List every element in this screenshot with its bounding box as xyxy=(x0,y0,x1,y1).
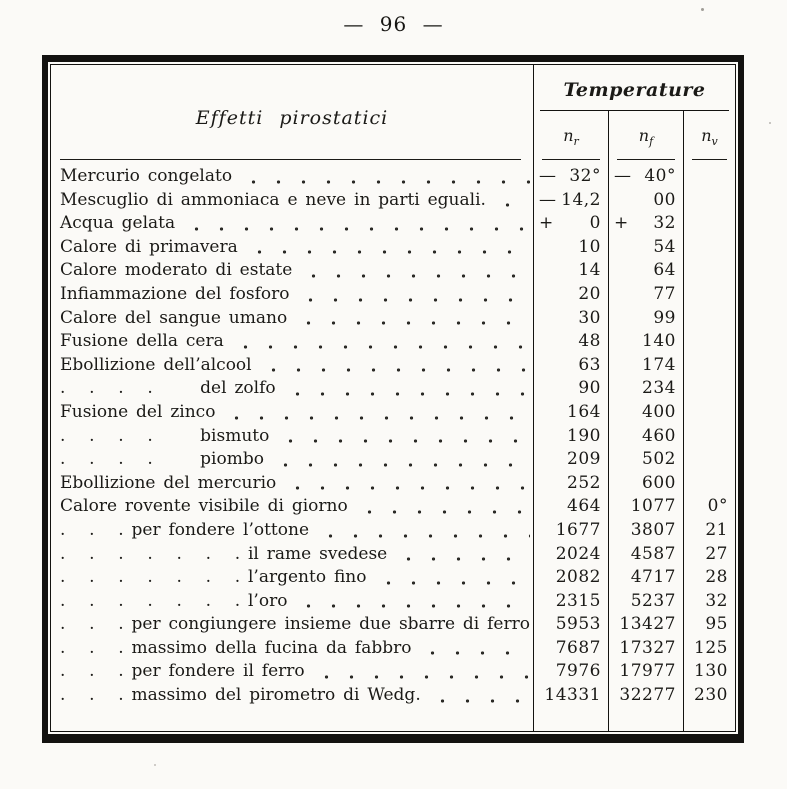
nv-value: 95 xyxy=(705,614,728,635)
leader-dots xyxy=(184,225,530,231)
nf-value: 40° xyxy=(644,166,676,186)
nr-value-cell xyxy=(533,283,608,307)
nr-sign: — xyxy=(539,166,556,186)
nf-value: 17977 xyxy=(619,661,676,682)
nv-value-cell xyxy=(683,519,735,543)
effects-header: Effetti pirostatici xyxy=(195,107,389,130)
leader-dots xyxy=(420,649,530,655)
nv-value: 32 xyxy=(705,590,728,611)
nr-value: 90 xyxy=(578,378,601,399)
effect-label: . . . . piombo xyxy=(60,449,264,470)
effect-label-cell xyxy=(51,401,533,425)
nv-value: 125 xyxy=(694,637,728,658)
nf-value: 32 xyxy=(653,213,676,234)
nr-value: 20 xyxy=(578,283,601,304)
subheader-nf xyxy=(608,111,683,165)
nv-symbol: $n_v$ xyxy=(701,126,718,149)
nv-value-cell xyxy=(683,543,735,567)
nv-value-cell xyxy=(683,684,735,708)
nf-value: 13427 xyxy=(619,614,676,635)
subheader-nv xyxy=(683,111,735,165)
pyrostatic-effects-table xyxy=(42,55,744,743)
nf-value-cell xyxy=(608,495,683,519)
leader-dots xyxy=(273,461,530,467)
effect-label-cell xyxy=(51,307,533,331)
nr-value-cell xyxy=(533,307,608,331)
nv-value-cell xyxy=(683,330,735,354)
effect-label: Mescuglio di ammoniaca e neve in parti eguali. xyxy=(60,189,486,210)
effect-label-cell xyxy=(51,566,533,590)
nr-value: 14331 xyxy=(544,685,601,706)
effect-label: Fusione della cera xyxy=(60,331,224,352)
nv-value-cell xyxy=(683,472,735,496)
nf-value: 174 xyxy=(642,354,676,375)
nv-value-cell xyxy=(683,401,735,425)
effect-label: . . . . . . . il rame svedese xyxy=(60,543,388,564)
nr-value: 464 xyxy=(567,496,601,517)
effect-label-cell xyxy=(51,495,533,519)
nf-value-cell xyxy=(608,637,683,661)
effect-label: Calore moderato di estate xyxy=(60,260,293,281)
effect-label: . . . . . . . l’argento fino xyxy=(60,567,367,588)
nr-value-cell xyxy=(533,259,608,283)
effect-label-cell xyxy=(51,330,533,354)
leader-dots xyxy=(318,532,530,538)
nr-value-cell xyxy=(533,330,608,354)
nv-value: 0° xyxy=(707,496,728,517)
leader-dots xyxy=(233,343,530,349)
nr-value: 5953 xyxy=(555,614,601,635)
nr-value: 48 xyxy=(578,331,601,352)
page-number: — 96 — xyxy=(343,12,444,36)
effect-label: Acqua gelata xyxy=(60,213,176,234)
effect-label-cell xyxy=(51,448,533,472)
effect-label: Mercurio congelato xyxy=(60,166,233,186)
nf-value: 17327 xyxy=(619,637,676,658)
nr-sign: — xyxy=(539,189,556,210)
nv-value-cell xyxy=(683,448,735,472)
nr-value: 0 xyxy=(589,213,601,234)
table-inner-frame xyxy=(50,64,736,732)
nf-value: 99 xyxy=(653,307,676,328)
nf-value-cell xyxy=(608,330,683,354)
effect-label-cell xyxy=(51,212,533,236)
nr-value: 7687 xyxy=(555,637,601,658)
scan-speck xyxy=(769,122,771,124)
nf-value: 140 xyxy=(642,331,676,352)
leader-dots xyxy=(430,697,530,703)
nf-value: 234 xyxy=(642,378,676,399)
nf-value-cell xyxy=(608,660,683,684)
leader-dots xyxy=(495,201,530,207)
leader-dots xyxy=(376,579,531,585)
effect-label: . . . massimo del pirometro di Wedg. xyxy=(60,685,421,706)
nf-value: 502 xyxy=(642,449,676,470)
nr-value-cell xyxy=(533,637,608,661)
nf-value-cell xyxy=(608,519,683,543)
nr-value: 190 xyxy=(567,425,601,446)
nr-value: 2024 xyxy=(555,543,601,564)
nv-value-cell xyxy=(683,307,735,331)
effect-label: Calore del sangue umano xyxy=(60,307,288,328)
nr-value: 63 xyxy=(578,354,601,375)
effect-label-cell xyxy=(51,354,533,378)
effect-label: . . . per fondere l’ottone xyxy=(60,519,310,540)
nv-value-cell xyxy=(683,236,735,260)
effect-label-cell xyxy=(51,660,533,684)
nv-column-spacer xyxy=(683,708,735,732)
nv-value-cell xyxy=(683,283,735,307)
nr-sign: + xyxy=(539,213,554,234)
effect-label-cell xyxy=(51,236,533,260)
nr-value: 7976 xyxy=(555,661,601,682)
scan-speck xyxy=(701,8,704,11)
leader-dots xyxy=(247,248,530,254)
nr-value: 164 xyxy=(567,401,601,422)
nr-value-cell xyxy=(533,425,608,449)
nr-value: 32° xyxy=(569,166,601,186)
nf-value-cell xyxy=(608,354,683,378)
nf-value-cell xyxy=(608,259,683,283)
temperature-header: Temperature xyxy=(563,79,706,102)
leader-dots xyxy=(285,484,530,490)
table-grid xyxy=(51,65,735,731)
nf-value: 5237 xyxy=(630,590,676,611)
nr-value-cell xyxy=(533,590,608,614)
effect-label-cell xyxy=(51,283,533,307)
nr-value: 1677 xyxy=(555,519,601,540)
nf-value-cell xyxy=(608,543,683,567)
nf-sign: + xyxy=(614,213,629,234)
effect-label-cell xyxy=(51,472,533,496)
nf-value: 00 xyxy=(653,189,676,210)
effect-label-cell xyxy=(51,425,533,449)
nf-value-cell xyxy=(608,307,683,331)
nr-value: 30 xyxy=(578,307,601,328)
nr-value-cell xyxy=(533,236,608,260)
nf-value: 77 xyxy=(653,283,676,304)
effect-label-cell xyxy=(51,165,533,189)
nr-value-cell xyxy=(533,566,608,590)
nf-sign: — xyxy=(614,166,631,186)
nr-value: 14 xyxy=(578,260,601,281)
effect-label-cell xyxy=(51,543,533,567)
nf-value-cell xyxy=(608,472,683,496)
leader-dots xyxy=(224,414,530,420)
nv-value: 27 xyxy=(705,543,728,564)
effect-label: Ebollizione del mercurio xyxy=(60,472,277,493)
nv-value-cell xyxy=(683,377,735,401)
nf-value: 4587 xyxy=(630,543,676,564)
effect-label-cell xyxy=(51,637,533,661)
nf-value-cell xyxy=(608,401,683,425)
nr-value: 209 xyxy=(567,449,601,470)
leader-dots xyxy=(357,508,530,514)
effect-label-cell xyxy=(51,613,533,637)
leader-dots xyxy=(301,272,530,278)
nv-value-cell xyxy=(683,165,735,189)
nr-value-cell xyxy=(533,472,608,496)
nr-value-cell xyxy=(533,212,608,236)
nr-value: 252 xyxy=(567,472,601,493)
nf-value-cell xyxy=(608,236,683,260)
effect-label: . . . . del zolfo xyxy=(60,378,276,399)
leader-dots xyxy=(396,555,530,561)
nf-value-cell xyxy=(608,189,683,213)
effect-label: . . . . . . . l’oro xyxy=(60,590,288,611)
nr-column-spacer xyxy=(533,708,608,732)
nf-symbol: $n_f$ xyxy=(638,126,654,149)
effect-label: . . . . bismuto xyxy=(60,425,270,446)
nr-value-cell xyxy=(533,377,608,401)
effect-label-cell xyxy=(51,189,533,213)
nr-value-cell xyxy=(533,519,608,543)
effect-label: Infiammazione del fosforo xyxy=(60,283,290,304)
nf-value-cell xyxy=(608,566,683,590)
effect-label: . . . per fondere il ferro xyxy=(60,661,305,682)
nf-value: 54 xyxy=(653,236,676,257)
effect-label: . . . massimo della fucina da fabbro xyxy=(60,637,412,658)
nr-value-cell xyxy=(533,543,608,567)
leader-dots xyxy=(314,673,530,679)
effect-column-spacer xyxy=(51,708,533,732)
leader-dots xyxy=(298,296,530,302)
nr-value-cell xyxy=(533,165,608,189)
nf-value-cell xyxy=(608,684,683,708)
nv-value-cell xyxy=(683,189,735,213)
effect-label-cell xyxy=(51,519,533,543)
nv-value-cell xyxy=(683,566,735,590)
effect-label: . . . per congiungere insieme due sbarre di ferro xyxy=(60,614,530,635)
leader-dots xyxy=(278,437,530,443)
effect-label-cell xyxy=(51,259,533,283)
nf-value-cell xyxy=(608,212,683,236)
nv-value-cell xyxy=(683,212,735,236)
effect-label-cell xyxy=(51,684,533,708)
nr-value-cell xyxy=(533,660,608,684)
effect-label: Fusione del zinco xyxy=(60,401,216,422)
nf-value: 4717 xyxy=(630,567,676,588)
nf-value-cell xyxy=(608,590,683,614)
nr-value: 10 xyxy=(578,236,601,257)
effect-label: Calore di primavera xyxy=(60,236,238,257)
nf-value: 3807 xyxy=(630,519,676,540)
nv-value: 130 xyxy=(694,661,728,682)
leader-dots xyxy=(296,602,530,608)
nr-value-cell xyxy=(533,354,608,378)
nr-value-cell xyxy=(533,613,608,637)
nv-value-cell xyxy=(683,259,735,283)
nv-value: 28 xyxy=(705,567,728,588)
leader-dots xyxy=(241,178,530,184)
nr-symbol: $n_r$ xyxy=(563,126,579,149)
nf-value: 64 xyxy=(653,260,676,281)
nf-value-cell xyxy=(608,165,683,189)
scan-speck xyxy=(154,764,156,766)
nv-value-cell xyxy=(683,590,735,614)
effect-label: Ebollizione dell’alcool xyxy=(60,354,252,375)
nf-value-cell xyxy=(608,448,683,472)
nf-value-cell xyxy=(608,613,683,637)
effect-label-cell xyxy=(51,377,533,401)
subheader-nr xyxy=(533,111,608,165)
leader-dots xyxy=(285,390,530,396)
nr-value-cell xyxy=(533,189,608,213)
nf-column-spacer xyxy=(608,708,683,732)
nf-value: 600 xyxy=(642,472,676,493)
nr-value: 2315 xyxy=(555,590,601,611)
nr-value: 2082 xyxy=(555,567,601,588)
nr-value-cell xyxy=(533,495,608,519)
nr-value-cell xyxy=(533,448,608,472)
nf-value: 460 xyxy=(642,425,676,446)
nf-value: 1077 xyxy=(630,496,676,517)
nr-value-cell xyxy=(533,401,608,425)
nv-value: 230 xyxy=(694,685,728,706)
effect-label: Calore rovente visibile di giorno xyxy=(60,496,348,517)
nv-value-cell xyxy=(683,613,735,637)
nv-value-cell xyxy=(683,354,735,378)
nv-value-cell xyxy=(683,660,735,684)
nv-value-cell xyxy=(683,425,735,449)
leader-dots xyxy=(296,319,530,325)
effect-label-cell xyxy=(51,590,533,614)
nf-value: 32277 xyxy=(619,685,676,706)
nf-value-cell xyxy=(608,425,683,449)
nr-value-cell xyxy=(533,684,608,708)
temperature-header-cell xyxy=(533,65,735,111)
nr-value: 14,2 xyxy=(561,189,601,210)
leader-dots xyxy=(261,366,530,372)
nf-value-cell xyxy=(608,283,683,307)
nv-value: 21 xyxy=(705,519,728,540)
nv-value-cell xyxy=(683,495,735,519)
effects-header-cell xyxy=(51,65,533,165)
nv-value-cell xyxy=(683,637,735,661)
nf-value-cell xyxy=(608,377,683,401)
nf-value: 400 xyxy=(642,401,676,422)
